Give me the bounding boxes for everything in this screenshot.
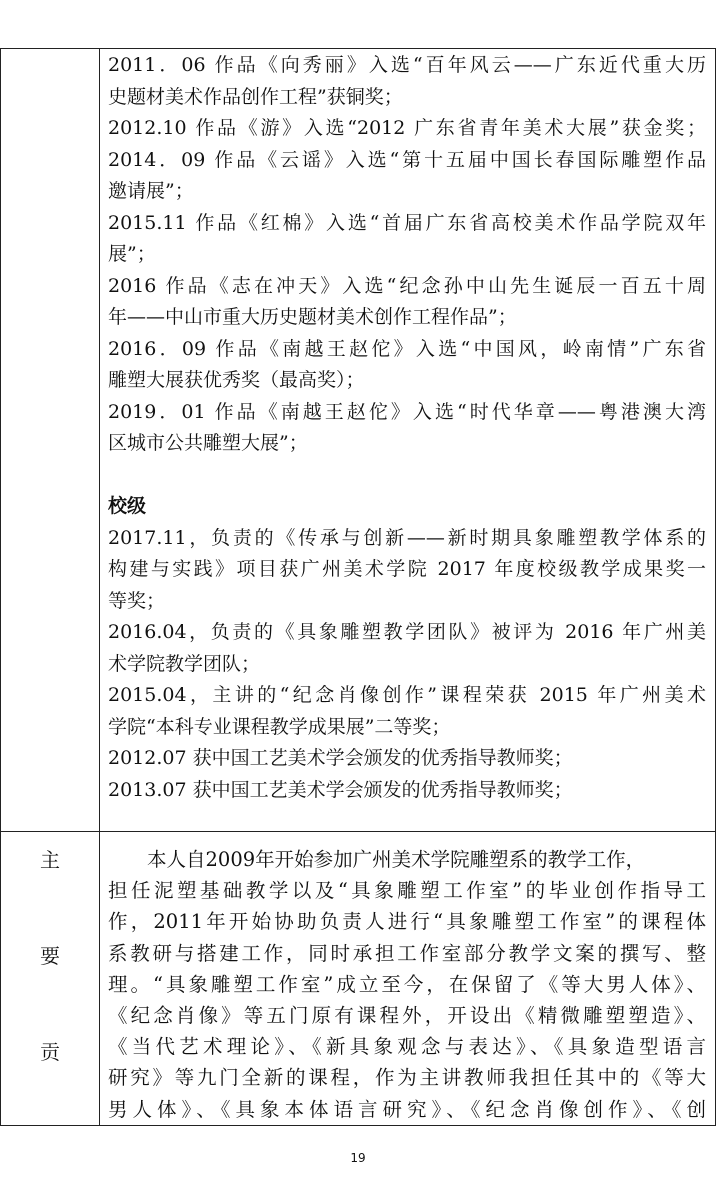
school-award-line: 2012.07 获中国工艺美术学会颁发的优秀指导教师奖； [108,747,573,769]
school-award-line: 等奖； [108,589,166,612]
school-award-line: 2016.04，负责的《具象雕塑教学团队》被评为 2016 年广州美 [108,621,706,643]
side-label-char: 主 [40,848,60,872]
duties-line: 作，2011年开始协助负责人进行“具象雕塑工作室”的课程体 [108,910,706,934]
blank-line [108,460,706,492]
duties-line: 理。“具象雕塑工作室”成立至今，在保留了《等大男人体》、 [108,972,706,996]
award-line: 雕塑大展获优秀奖（最高奖）； [108,369,365,391]
award-line: 邀请展”； [108,180,194,202]
award-line: 2012.10 作品《游》入选“2012 广东省青年美术大展”获金奖； [108,117,706,139]
duties-line: 男人体》、《具象本体语言研究》、《纪念肖像创作》、《创 [108,1097,706,1121]
side-label-char: 贡 [40,1040,60,1064]
duties-line: 系教研与搭建工作，同时承担工作室部分教学文案的撰写、整 [108,941,706,965]
school-award-line: 2013.07 获中国工艺美术学会颁发的优秀指导教师奖； [108,778,573,801]
page-number: 19 [350,1151,366,1165]
duties-line: 本人自2009年开始参加广州美术学院雕塑系的教学工作， [147,848,646,871]
school-award-line: 2017.11，负责的《传承与创新——新时期具象雕塑教学体系的 [108,526,706,549]
duties-line: 研究》等九门全新的课程，作为主讲教师我担任其中的《等大 [108,1066,706,1090]
awards-section [108,50,706,806]
duties-line: 《当代艺术理论》、《新具象观念与表达》、《具象造型语言 [108,1035,706,1059]
school-award-line: 构建与实践》项目获广州美术学院 2017 年度校级教学成果奖一 [108,558,706,580]
award-line: 展”； [108,243,156,265]
award-line: 年——中山市重大历史题材美术创作工程作品”； [108,306,517,328]
school-award-line: 术学院教学团队； [108,652,261,675]
award-line: 2011．06 作品《向秀丽》入选“百年风云——广东近代重大历 [108,54,706,76]
main-duties-section [108,844,706,1125]
award-line: 区城市公共雕塑大展”； [108,432,308,454]
school-level-heading: 校级 [108,495,147,517]
award-line: 2019．01 作品《南越王赵佗》入选“时代华章——粤港澳大湾 [108,400,706,423]
column-divider [99,49,100,1125]
award-line: 2015.11 作品《红棉》入选“首届广东省高校美术作品学院双年 [108,211,706,234]
duties-line: 《纪念肖像》等五门原有课程外，开设出《精微雕塑塑造》、 [108,1003,706,1027]
award-line: 2014．09 作品《云谣》入选“第十五届中国长春国际雕塑作品 [108,148,706,171]
award-line: 2016 作品《志在冲天》入选“纪念孙中山先生诞辰一百五十周 [108,274,706,297]
duties-line: 担任泥塑基础教学以及“具象雕塑工作室”的毕业创作指导工 [108,879,706,903]
row-divider [1,831,715,832]
award-line: 史题材美术作品创作工程”获铜奖； [108,85,403,108]
school-award-line: 学院“本科专业课程教学成果展”二等奖； [108,715,451,738]
school-award-line: 2015.04，主讲的“纪念肖像创作”课程荣获 2015 年广州美术 [108,684,706,706]
award-line: 2016．09 作品《南越王赵佗》入选“中国风，岭南情”广东省 [108,337,706,360]
side-label-char: 要 [40,944,60,968]
